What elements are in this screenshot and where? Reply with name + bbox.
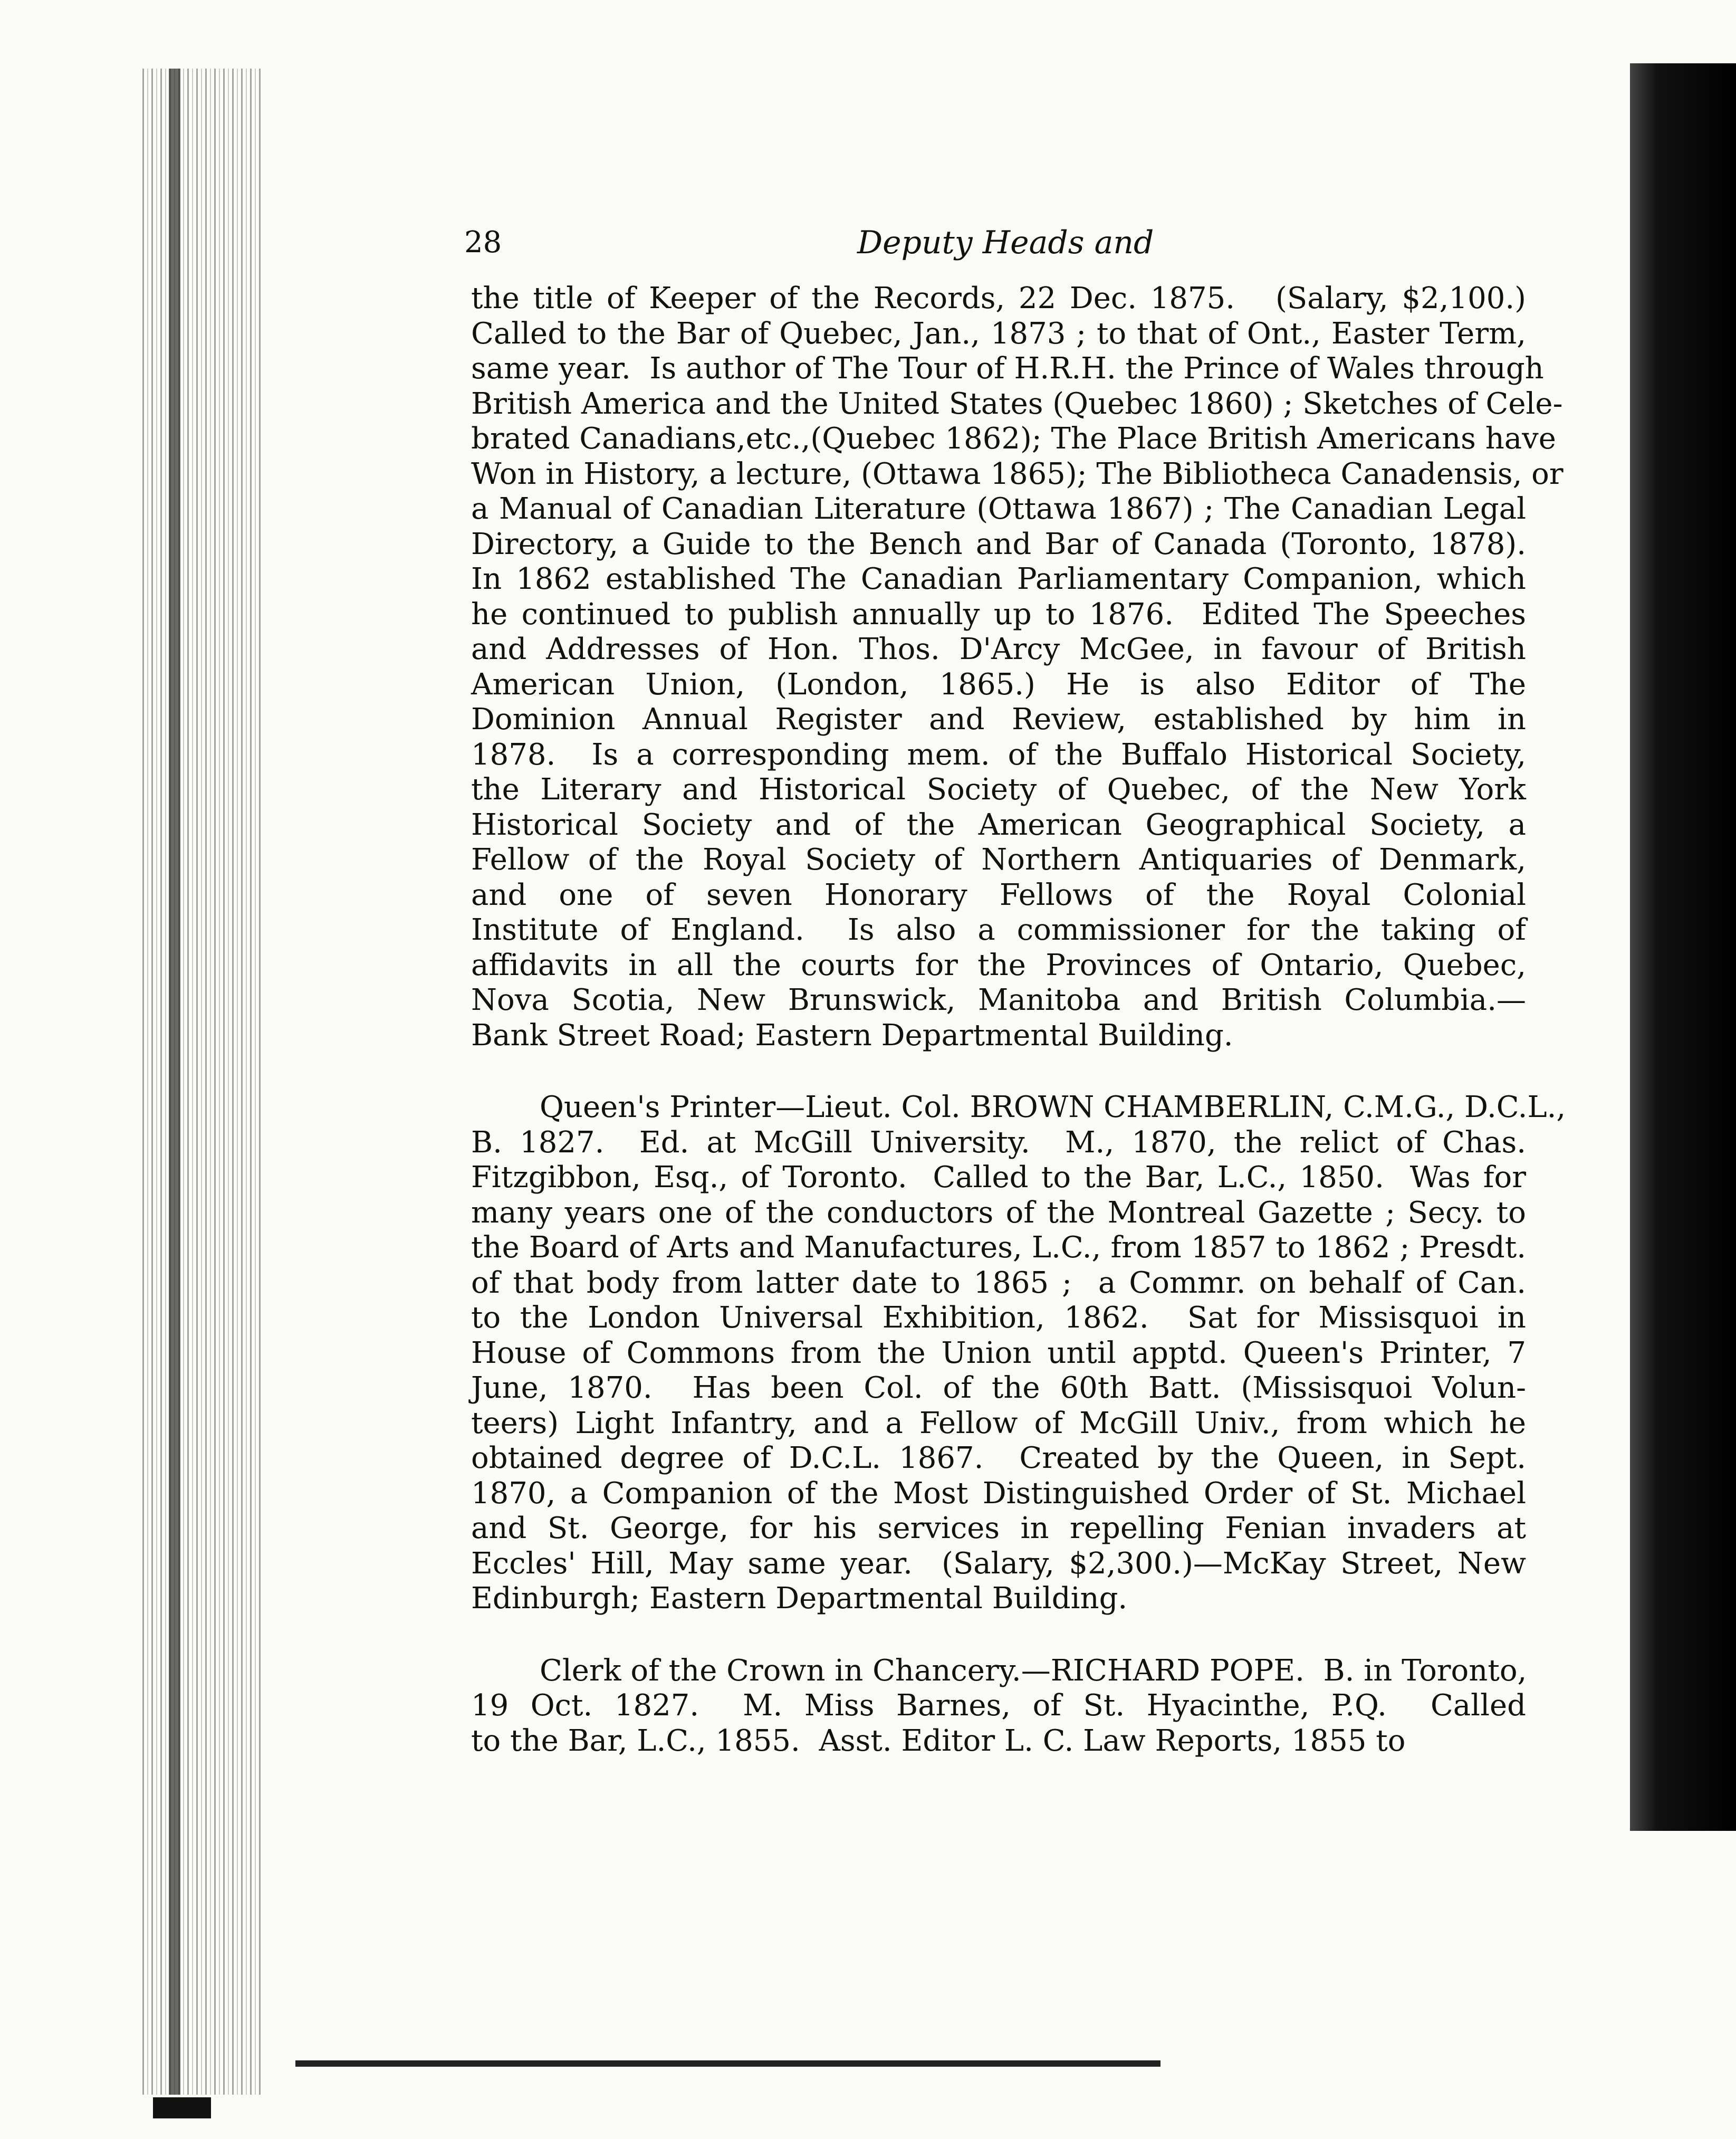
paragraph-queens-printer [471,1090,1566,1617]
text-line: to the London Universal Exhibition, 1862. Sat for Missisquoi in [471,1301,1526,1335]
text-line: of that body from latter date to 1865 ; a Commr. on behalf of Can. [471,1265,1526,1300]
text-line: obtained degree of D.C.L. 1867. Created by the Queen, in Sept. [471,1441,1526,1475]
text-line: Historical Society and of the American Geographical Society, a [471,807,1526,842]
text-line: Dominion Annual Register and Review, established by him in [471,702,1526,737]
text-line: Fitzgibbon, Esq., of Toronto. Called to the Bar, L.C., 1850. Was for [471,1160,1526,1195]
text-line: and St. George, for his services in repelling Fenian invaders at [471,1511,1526,1545]
text-line: same year. Is author of The Tour of H.R.H. the Prince of Wales through [471,351,1544,386]
text-line: Won in History, a lecture, (Ottawa 1865); The Bibliotheca Canadensis, or [471,456,1564,491]
text-line: Bank Street Road; Eastern Departmental Building. [471,1018,1233,1053]
text-line: the title of Keeper of the Records, 22 Dec. 1875. (Salary, $2,100.) [471,281,1526,316]
text-line: Directory, a Guide to the Bench and Bar of Canada (Toronto, 1878). [471,527,1526,561]
scan-edge-band [1630,63,1736,1831]
book-binding-edge [142,69,264,2095]
text-line: the Literary and Historical Society of Quebec, of the New York [471,772,1526,807]
binding-shadow [169,69,180,2095]
page-number: 28 [464,225,502,260]
running-head: Deputy Heads and [857,224,1154,261]
text-line: Edinburgh; Eastern Departmental Building. [471,1581,1128,1616]
text-line: Nova Scotia, New Brunswick, Manitoba and British Columbia.— [471,983,1526,1017]
text-line: B. 1827. Ed. at McGill University. M., 1870, the relict of Chas. [471,1125,1526,1160]
text-line: June, 1870. Has been Col. of the 60th Batt. (Missisquoi Volun- [471,1371,1526,1405]
text-line: to the Bar, L.C., 1855. Asst. Editor L. C. Law Reports, 1855 to [471,1723,1406,1758]
text-line: Clerk of the Crown in Chancery.—RICHARD POPE. B. in Toronto, [540,1653,1527,1688]
text-line: affidavits in all the courts for the Provinces of Ontario, Quebec, [471,948,1526,982]
body-text [471,281,1566,1759]
bottom-rule [295,2060,1160,2067]
text-line: 1878. Is a corresponding mem. of the Buffalo Historical Society, [471,737,1526,772]
paragraph-keeper-of-records [471,281,1564,1053]
text-line: 19 Oct. 1827. M. Miss Barnes, of St. Hyacinthe, P.Q. Called [471,1688,1526,1723]
text-line: Eccles' Hill, May same year. (Salary, $2,300.)—McKay Street, New [471,1546,1526,1581]
text-line: Fellow of the Royal Society of Northern Antiquaries of Denmark, [471,843,1526,877]
text-line: British America and the United States (Quebec 1860) ; Sketches of Cele- [471,386,1563,421]
text-line: Institute of England. Is also a commissioner for the taking of [471,913,1526,947]
text-line: a Manual of Canadian Literature (Ottawa 1867) ; The Canadian Legal [471,492,1526,526]
text-line: brated Canadians,etc.,(Quebec 1862); The Place British Americans have [471,422,1556,456]
text-line: teers) Light Infantry, and a Fellow of McGill Univ., from which he [471,1406,1526,1440]
page-header [464,219,1255,266]
text-line: Called to the Bar of Quebec, Jan., 1873 ; to that of Ont., Easter Term, [471,316,1526,351]
text-line: House of Commons from the Union until apptd. Queen's Printer, 7 [471,1335,1526,1370]
text-line: Queen's Printer—Lieut. Col. BROWN CHAMBERLIN, C.M.G., D.C.L., [540,1090,1566,1124]
text-line: many years one of the conductors of the Montreal Gazette ; Secy. to [471,1195,1526,1230]
paragraph-clerk-of-crown [471,1654,1526,1759]
text-line: and Addresses of Hon. Thos. D'Arcy McGee, in favour of British [471,632,1526,666]
text-line: 1870, a Companion of the Most Distinguished Order of St. Michael [471,1476,1526,1511]
text-line: American Union, (London, 1865.) He is also Editor of The [471,667,1526,702]
scan-corner-mark [153,2097,211,2118]
text-line: the Board of Arts and Manufactures, L.C., from 1857 to 1862 ; Presdt. [471,1230,1526,1265]
text-line: he continued to publish annually up to 1876. Edited The Speeches [471,597,1526,632]
text-line: and one of seven Honorary Fellows of the Royal Colonial [471,877,1526,912]
text-line: In 1862 established The Canadian Parliamentary Companion, which [471,562,1526,596]
